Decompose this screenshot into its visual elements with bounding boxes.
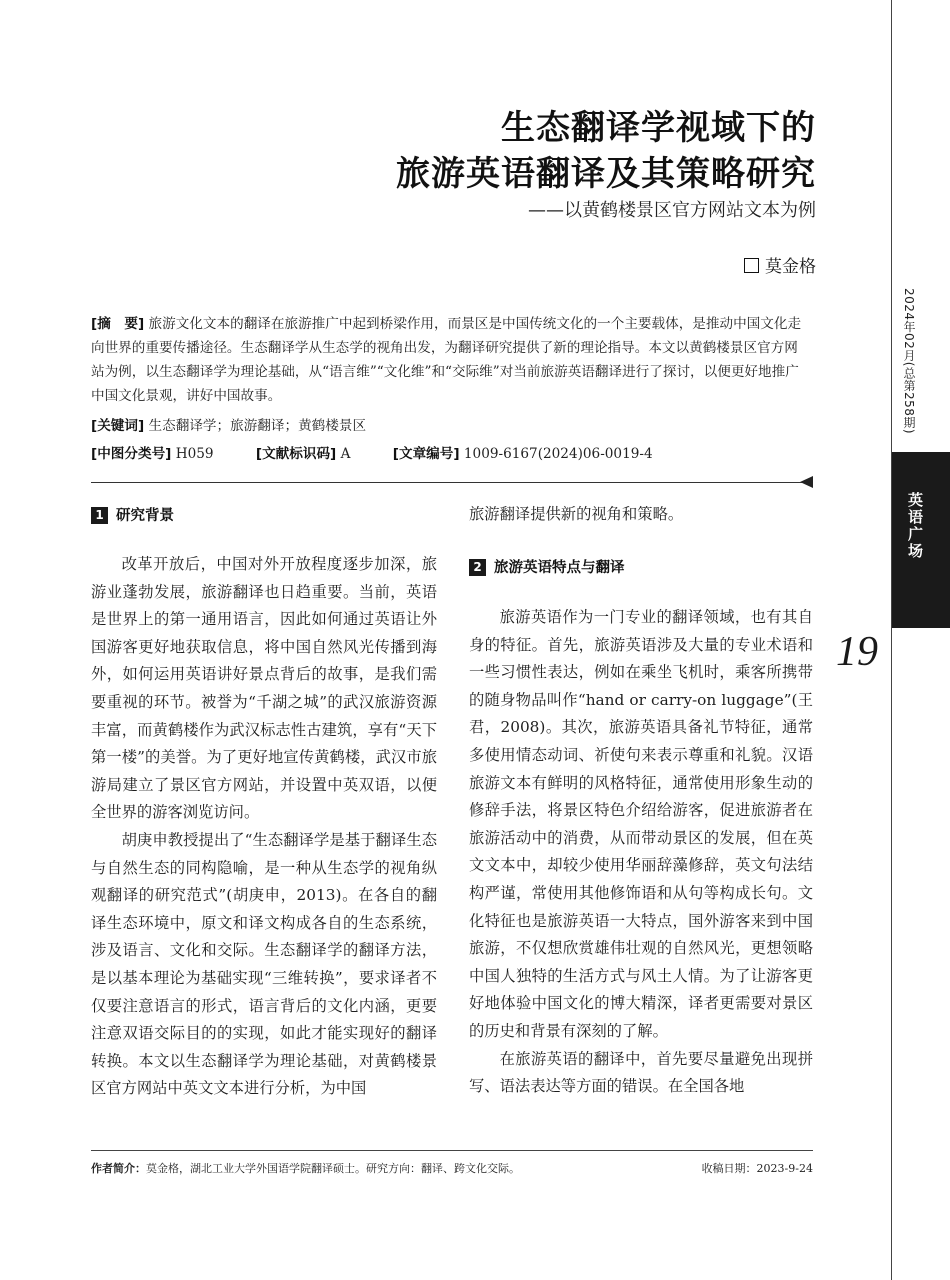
clc-value: H059 bbox=[175, 446, 214, 462]
classification-line bbox=[91, 442, 653, 462]
footer bbox=[91, 1160, 813, 1176]
paragraph: 旅游英语作为一门专业的翻译领域，也有其自身的特征。首先，旅游英语涉及大量的专业术语和一些习惯性表达，例如在乘坐飞机时，乘客所携带的随身物品叫作“hand or carry-on luggage”(王君，2008)。其次，旅游英语具备礼节特征，通常多使用情态动词、祈使句来表示尊重和礼貌。汉语旅游文本有鲜明的风格特征，通常使用形象生动的修辞手法，将景区特色介绍给游客，促进旅游者在旅游活动中的消费，从而带动景区的发展，但在英文文本中，却较少使用华丽辞藻修辞，英文句法结构严谨，常使用其他修饰语和从句等构成长句。文化特征也是旅游英语一大特点，国外游客来到中国旅游，不仅想欣赏雄伟壮观的自然风光，更想领略中国人独特的生活方式与风土人情。为了让游客更好地体验中国文化的博大精深，译者更需要对景区的历史和背景有深刻的了解。 bbox=[469, 608, 813, 1040]
square-icon bbox=[744, 258, 759, 273]
abstract bbox=[91, 312, 809, 408]
page-number: 19 bbox=[836, 629, 878, 675]
paragraph: 改革开放后，中国对外开放程度逐步加深，旅游业蓬勃发展，旅游翻译也日趋重要。当前，英语是世界上的第一通用语言，因此如何通过英语让外国游客更好地获取信息，将中国自然风光传播到海外，如何运用英语讲好景点背后的故事，是我们需要重视的环节。被誉为“千湖之城”的武汉旅游资源丰富，而黄鹤楼作为武汉标志性古建筑，享有“天下第一楼”的美誉。为了更好地宣传黄鹤楼，武汉市旅游局建立了景区官方网站，并设置中英双语，以便全世界的游客浏览访问。 bbox=[91, 555, 437, 822]
doc-code-label: [文献标识码] bbox=[255, 446, 337, 462]
section-1-heading bbox=[91, 504, 174, 525]
author-bio: 莫金格，湖北工业大学外国语学院翻译硕士。研究方向：翻译、跨文化交际。 bbox=[146, 1162, 520, 1175]
paragraph: 在旅游英语的翻译中，首先要尽量避免出现拼写、语法表达等方面的错误。在全国各地 bbox=[469, 1049, 813, 1096]
right-column-top bbox=[469, 501, 813, 529]
margin-rule bbox=[891, 0, 892, 1280]
abstract-label: [摘 要] bbox=[91, 316, 145, 332]
section-2-number: 2 bbox=[469, 559, 486, 576]
received-date: 收稿日期：2023-9-24 bbox=[701, 1162, 813, 1175]
author-line bbox=[744, 252, 816, 277]
article-no-label: [文章编号] bbox=[392, 446, 460, 462]
left-column bbox=[91, 551, 437, 1103]
title-line-1: 生态翻译学视域下的 bbox=[501, 108, 816, 148]
title-line-2: 旅游英语翻译及其策略研究 bbox=[396, 154, 816, 194]
footer-rule bbox=[91, 1150, 813, 1151]
keywords: 生态翻译学；旅游翻译；黄鹤楼景区 bbox=[148, 418, 367, 434]
section-1-title: 研究背景 bbox=[116, 508, 174, 524]
divider-rule bbox=[91, 482, 803, 483]
section-2-heading bbox=[469, 556, 625, 577]
paragraph: 胡庚申教授提出了“生态翻译学是基于翻译生态与自然生态的同构隐喻，是一种从生态学的视角纵观翻译的研究范式”(胡庚申，2013)。在各自的翻译生态环境中，原文和译文构成各自的生态系统，涉及语言、文化和交际。生态翻译学的翻译方法，是以基本理论为基础实现“三维转换”，要求译者不仅要注意语言的形式，语言背后的文化内涵，更要注意双语交际目的的实现，如此才能实现好的翻译转换。本文以生态翻译学为理论基础，对黄鹤楼景区官方网站中英文文本进行分析，为中国 bbox=[91, 830, 437, 1098]
section-1-number: 1 bbox=[91, 507, 108, 524]
keywords-label: [关键词] bbox=[91, 418, 145, 434]
paragraph: 旅游翻译提供新的视角和策略。 bbox=[469, 505, 684, 523]
section-2-title: 旅游英语特点与翻译 bbox=[494, 560, 625, 576]
issue-date: 2024年02月(总第258期) bbox=[902, 288, 916, 435]
arrow-left-icon bbox=[800, 476, 813, 488]
clc-label: [中图分类号] bbox=[91, 446, 172, 462]
right-column bbox=[469, 604, 813, 1101]
column-name: 英语广场 bbox=[906, 492, 924, 560]
doc-code-value: A bbox=[340, 446, 351, 462]
subtitle: ——以黄鹤楼景区官方网站文本为例 bbox=[528, 200, 816, 221]
keywords-line bbox=[91, 414, 366, 434]
author-bio-label: 作者简介： bbox=[91, 1162, 146, 1175]
abstract-text: 旅游文化文本的翻译在旅游推广中起到桥梁作用，而景区是中国传统文化的一个主要载体，是推动中国文化走向世界的重要传播途径。生态翻译学从生态学的视角出发，为翻译研究提供了新的理论指导。本文以黄鹤楼景区官方网站为例，以生态翻译学为理论基础，从“语言维”“文化维”和“交际维”对当前旅游英语翻译进行了探讨，以便更好地推广中国文化景观，讲好中国故事。 bbox=[91, 316, 802, 404]
article-no-value: 1009-6167(2024)06-0019-4 bbox=[463, 446, 653, 462]
author-name: 莫金格 bbox=[765, 257, 816, 277]
